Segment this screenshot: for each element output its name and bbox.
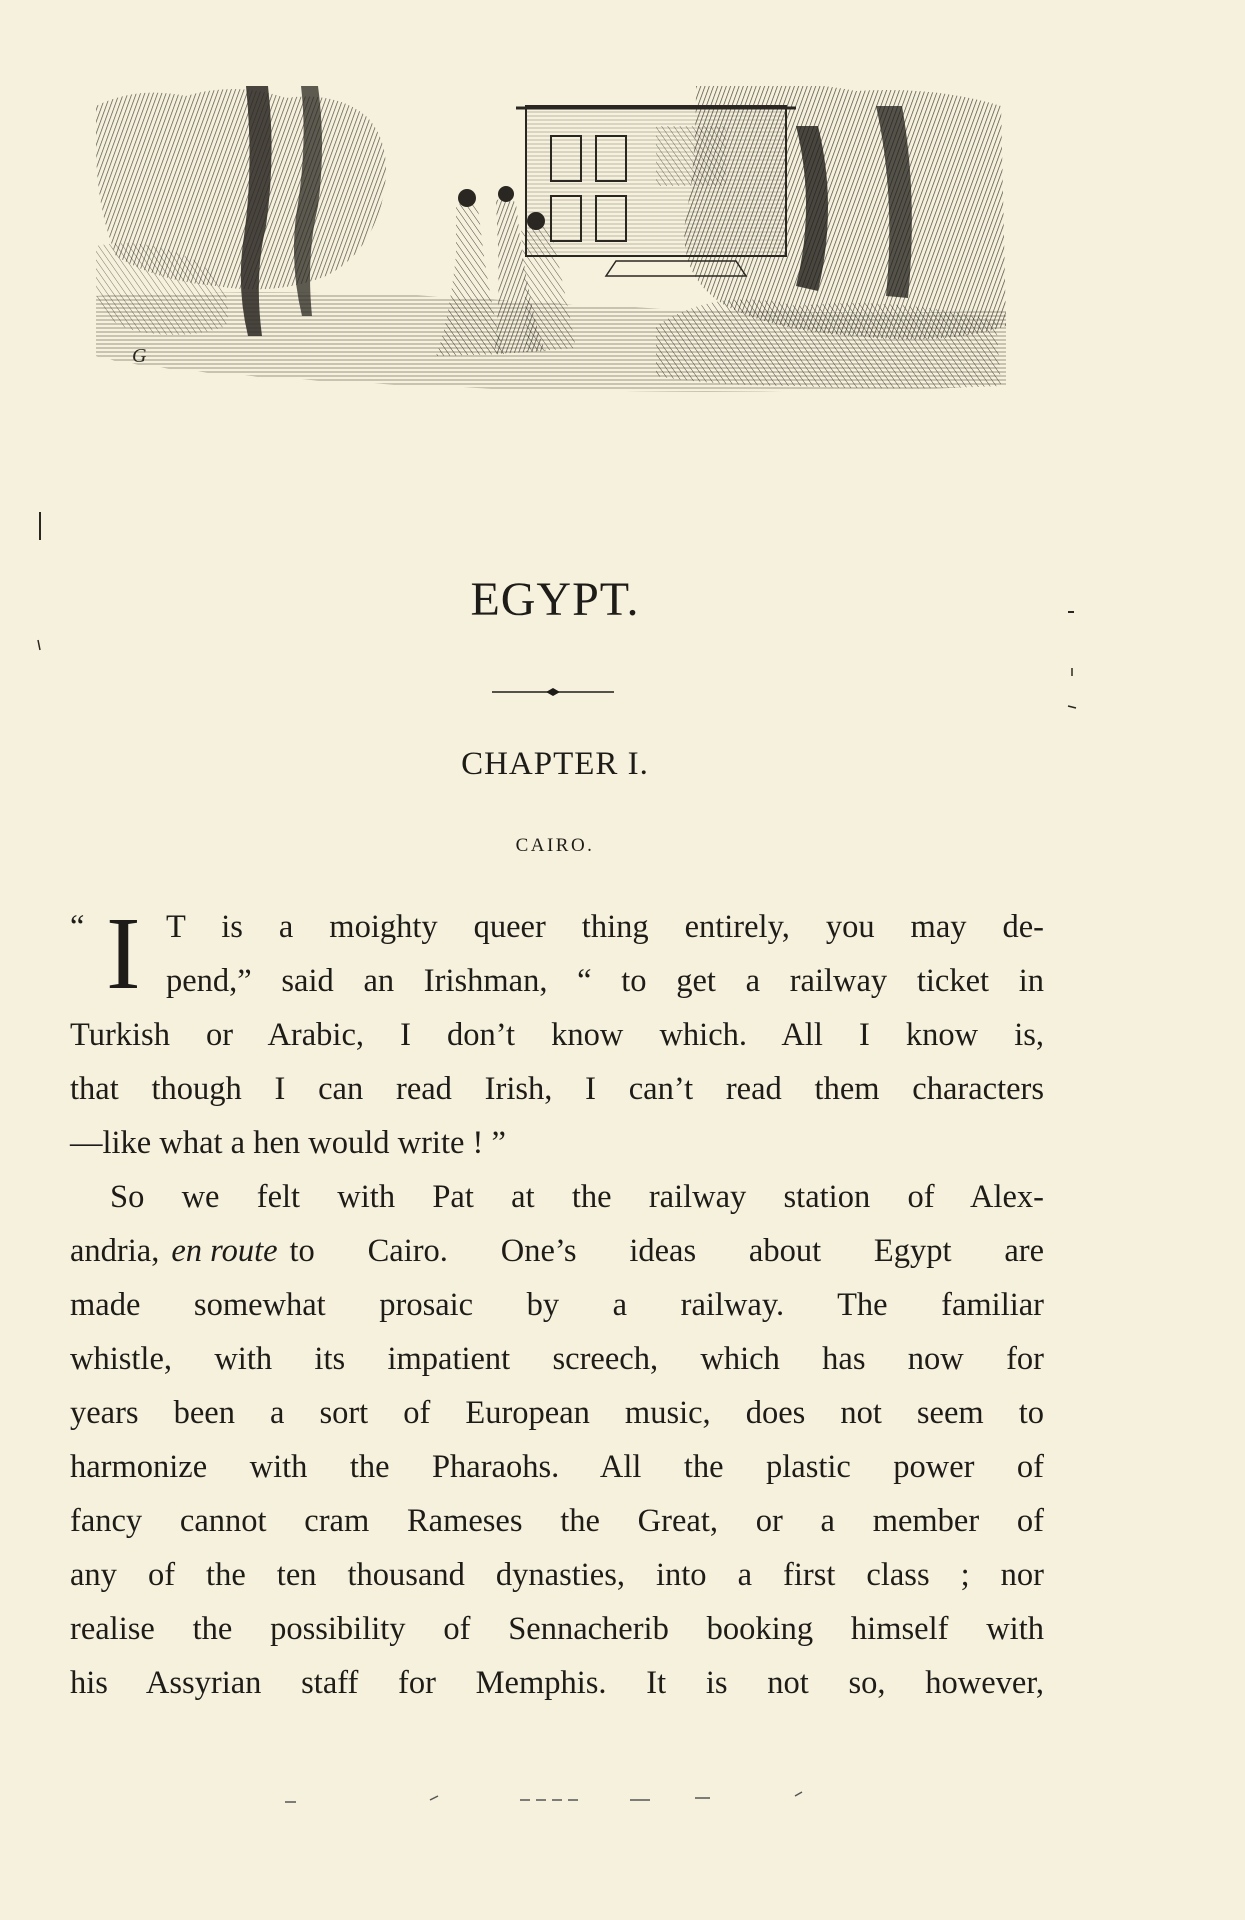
text-line: harmonize with the Pharaohs. All the plastic power of [70, 1449, 1044, 1485]
text-line: fancy cannot cram Rameses the Great, or a member of [70, 1503, 1044, 1539]
text-line: that though I can read Irish, I can’t read them characters [70, 1071, 1044, 1107]
text-line [70, 954, 1044, 1008]
drop-cap: I [106, 896, 141, 1011]
text-line [70, 1224, 1044, 1278]
text-line: years been a sort of European music, does not seem to [70, 1395, 1044, 1431]
text-line: whistle, with its impatient screech, which has now for [70, 1341, 1044, 1377]
text-line: realise the possibility of Sennacherib booking himself with [70, 1611, 1044, 1647]
svg-text:G: G [132, 345, 147, 367]
body-text [70, 896, 1044, 1710]
opening-quote: “ [70, 909, 85, 945]
text-line: Turkish or Arabic, I don’t know which. All I know is, [70, 1017, 1044, 1053]
text-italic: en route [171, 1233, 278, 1269]
text-fragment: to Cairo. One’s ideas about Egypt are [289, 1233, 1044, 1269]
chapter-heading: CHAPTER I. [461, 746, 649, 782]
engraving-illustration [96, 86, 1006, 398]
text-line: —like what a hen would write ! ” [70, 1125, 506, 1161]
chapter-subtitle: CAIRO. [515, 835, 595, 856]
text-line: his Assyrian staff for Memphis. It is not so, however, [70, 1665, 1044, 1701]
ornamental-rule [492, 686, 614, 698]
page-title: EGYPT. [470, 573, 640, 626]
text-line-content: pend,” said an Irishman, “ to get a railway ticket in [166, 963, 1044, 999]
text-line-content: T is a moighty queer thing entirely, you may de- [166, 909, 1044, 945]
text-line: So we felt with Pat at the railway station of Alex- [110, 1179, 1044, 1215]
text-line: any of the ten thousand dynasties, into a first class ; nor [70, 1557, 1044, 1593]
text-fragment: andria, [70, 1233, 160, 1269]
text-line: made somewhat prosaic by a railway. The familiar [70, 1287, 1044, 1323]
